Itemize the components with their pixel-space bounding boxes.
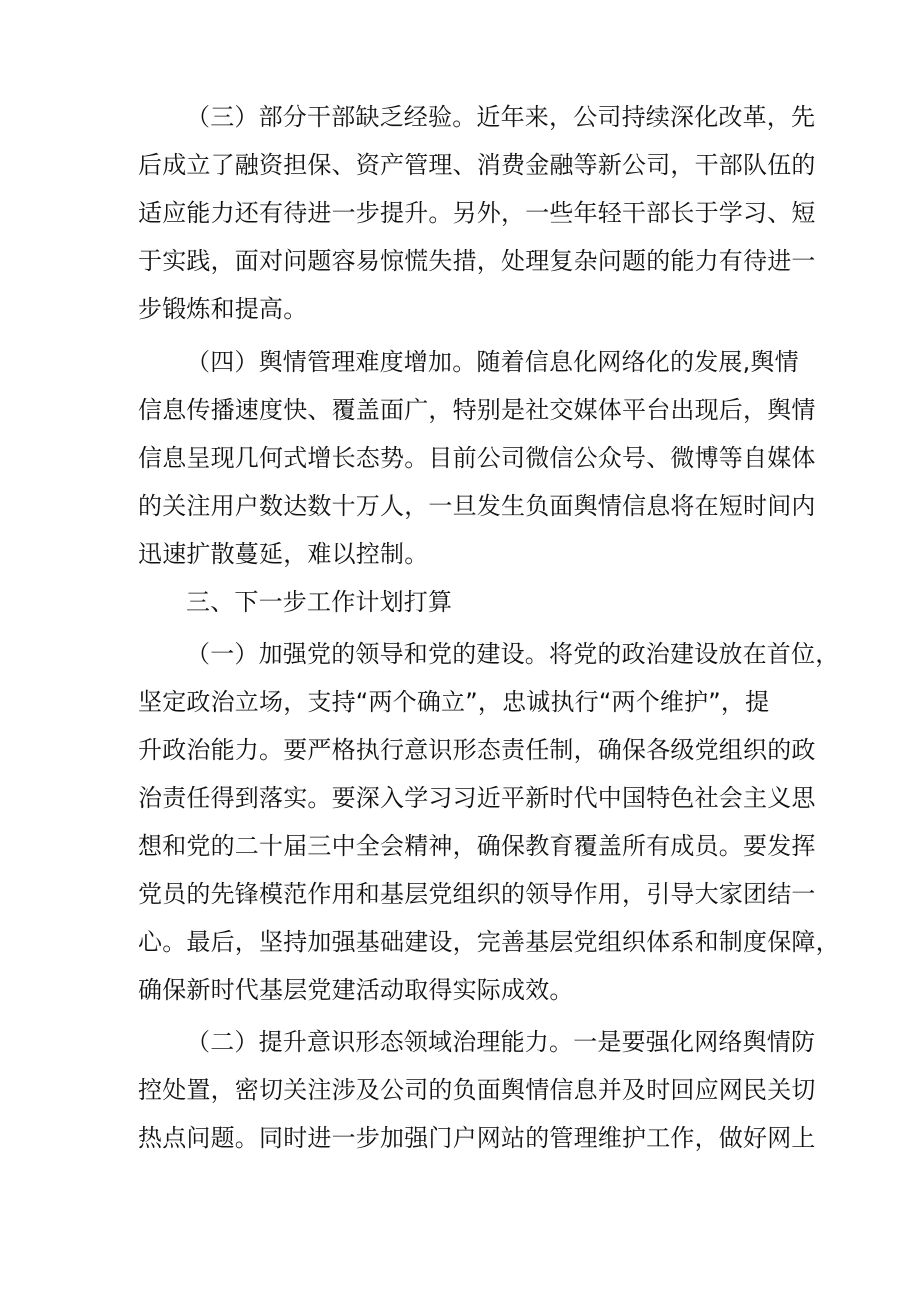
text-line: 想和党的二十届三中全会精神，确保教育覆盖所有成员。要发挥	[138, 832, 816, 860]
text-line: 后成立了融资担保、资产管理、消费金融等新公司，干部队伍的	[138, 151, 816, 179]
text-line: 治责任得到落实。要深入学习习近平新时代中国特色社会主义思	[138, 784, 816, 812]
text-line: 三、下一步工作计划打算	[186, 588, 453, 616]
text-line: 的关注用户数达数十万人，一旦发生负面舆情信息将在短时间内	[138, 492, 816, 520]
text-line: 确保新时代基层党建活动取得实际成效。	[138, 976, 574, 1004]
text-line: 适应能力还有待进一步提升。另外，一些年轻干部长于学习、短	[138, 199, 816, 227]
text-line: 于实践，面对问题容易惊慌失措，处理复杂问题的能力有待进一	[138, 247, 816, 275]
text-line: 心。最后，坚持加强基础建设，完善基层党组织体系和制度保障，	[138, 928, 840, 956]
text-line: 升政治能力。要严格执行意识形态责任制，确保各级党组织的政	[138, 736, 816, 764]
text-line: 坚定政治立场，支持“两个确立”，忠诚执行“两个维护”，提	[138, 688, 770, 716]
text-line: 热点问题。同时进一步加强门户网站的管理维护工作，做好网上	[138, 1124, 816, 1152]
text-line: 信息呈现几何式增长态势。目前公司微信公众号、微博等自媒体	[138, 444, 816, 472]
text-line: 控处置，密切关注涉及公司的负面舆情信息并及时回应网民关切	[138, 1076, 816, 1104]
text-line: （二）提升意识形态领域治理能力。一是要强化网络舆情防	[186, 1028, 816, 1056]
text-line: 迅速扩散蔓延，难以控制。	[138, 540, 429, 568]
text-line: 党员的先锋模范作用和基层党组织的领导作用，引导大家团结一	[138, 880, 816, 908]
text-line: 步锻炼和提高。	[138, 295, 308, 323]
text-line: （四）舆情管理难度增加。随着信息化网络化的发展,舆情	[186, 348, 799, 376]
text-line: （一）加强党的领导和党的建设。将党的政治建设放在首位，	[186, 640, 840, 668]
text-line: （三）部分干部缺乏经验。近年来，公司持续深化改革，先	[186, 103, 816, 131]
text-line: 信息传播速度快、覆盖面广，特别是社交媒体平台出现后，舆情	[138, 396, 816, 424]
